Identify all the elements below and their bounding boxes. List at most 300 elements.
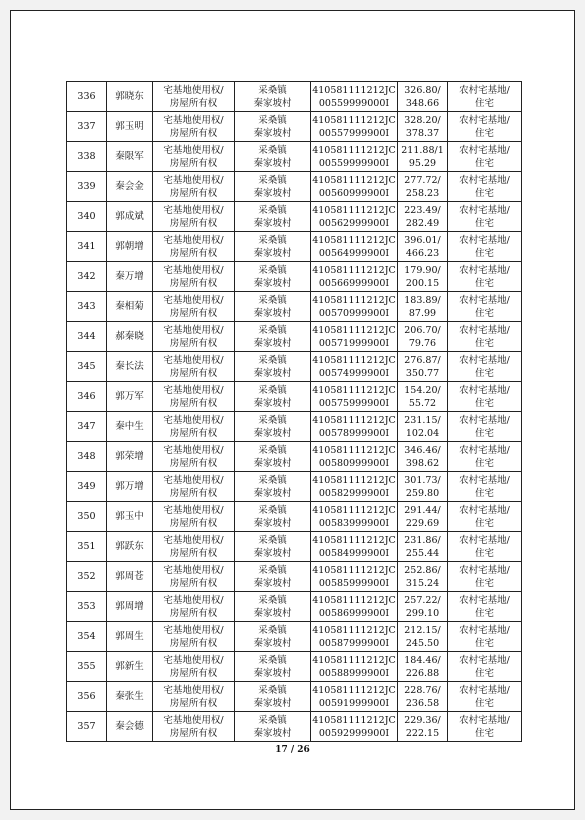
- right-type-line: 宅基地使用权/: [163, 534, 224, 546]
- table-row: [67, 352, 522, 382]
- land-use-line: 农村宅基地/: [459, 264, 510, 276]
- land-use-line: 住宅: [474, 157, 494, 169]
- location-line: 秦家坡村: [253, 517, 292, 529]
- right-type-cell: [153, 652, 235, 682]
- land-use-line: 农村宅基地/: [459, 384, 510, 396]
- right-type-cell: [153, 262, 235, 292]
- row-number-cell: 350: [67, 502, 107, 532]
- land-use-line: 住宅: [474, 517, 494, 529]
- right-type-cell: [153, 502, 235, 532]
- row-number-cell: 343: [67, 292, 107, 322]
- location-line: 采桑镇: [258, 624, 287, 636]
- table-row: [67, 322, 522, 352]
- right-type-line: 房屋所有权: [169, 427, 218, 439]
- area-cell: [398, 652, 448, 682]
- owner-name-cell: 秦相菊: [107, 292, 153, 322]
- land-use-line: 农村宅基地/: [459, 564, 510, 576]
- area-line: 206.70/: [404, 324, 441, 336]
- location-line: 秦家坡村: [253, 97, 292, 109]
- right-type-cell: [153, 172, 235, 202]
- land-use-cell: [448, 652, 522, 682]
- area-line: 282.49: [405, 217, 440, 229]
- right-type-line: 房屋所有权: [169, 697, 218, 709]
- location-cell: [235, 682, 311, 712]
- area-line: 258.23: [405, 187, 440, 199]
- location-cell: [235, 352, 311, 382]
- location-line: 秦家坡村: [253, 247, 292, 259]
- area-cell: [398, 262, 448, 292]
- parcel-code-line: 410581111212JC: [312, 444, 396, 456]
- right-type-line: 房屋所有权: [169, 517, 218, 529]
- parcel-code-line: 00566999900I: [318, 277, 390, 289]
- area-line: 79.76: [408, 337, 437, 349]
- owner-name-cell: 秦张生: [107, 682, 153, 712]
- location-line: 秦家坡村: [253, 217, 292, 229]
- right-type-line: 房屋所有权: [169, 247, 218, 259]
- parcel-code-line: 00583999900I: [318, 517, 390, 529]
- row-number-cell: 353: [67, 592, 107, 622]
- owner-name-cell: 郭玉明: [107, 112, 153, 142]
- land-use-line: 农村宅基地/: [459, 444, 510, 456]
- right-type-cell: [153, 142, 235, 172]
- land-use-cell: [448, 112, 522, 142]
- area-cell: [398, 232, 448, 262]
- parcel-code-line: 410581111212JC: [312, 204, 396, 216]
- area-line: 378.37: [405, 127, 440, 139]
- area-cell: [398, 442, 448, 472]
- land-use-line: 农村宅基地/: [459, 204, 510, 216]
- right-type-line: 宅基地使用权/: [163, 174, 224, 186]
- owner-name-cell: 秦会金: [107, 172, 153, 202]
- location-line: 采桑镇: [258, 444, 287, 456]
- location-line: 秦家坡村: [253, 727, 292, 739]
- parcel-code-cell: [311, 322, 398, 352]
- parcel-code-line: 410581111212JC: [312, 564, 396, 576]
- owner-name-cell: 秦中生: [107, 412, 153, 442]
- parcel-code-line: 410581111212JC: [312, 414, 396, 426]
- right-type-line: 房屋所有权: [169, 157, 218, 169]
- land-use-line: 住宅: [474, 367, 494, 379]
- location-cell: [235, 712, 311, 742]
- location-line: 采桑镇: [258, 684, 287, 696]
- land-use-line: 农村宅基地/: [459, 144, 510, 156]
- table-row: [67, 712, 522, 742]
- parcel-code-cell: [311, 502, 398, 532]
- location-line: 秦家坡村: [253, 607, 292, 619]
- land-use-line: 住宅: [474, 487, 494, 499]
- parcel-code-cell: [311, 82, 398, 112]
- right-type-line: 房屋所有权: [169, 397, 218, 409]
- row-number-cell: 346: [67, 382, 107, 412]
- row-number-cell: 352: [67, 562, 107, 592]
- parcel-code-cell: [311, 562, 398, 592]
- land-use-cell: [448, 622, 522, 652]
- location-line: 采桑镇: [258, 564, 287, 576]
- right-type-line: 宅基地使用权/: [163, 204, 224, 216]
- parcel-code-line: 410581111212JC: [312, 84, 396, 96]
- area-cell: [398, 592, 448, 622]
- row-number-cell: 336: [67, 82, 107, 112]
- parcel-code-line: 00592999900I: [318, 727, 390, 739]
- area-line: 315.24: [405, 577, 440, 589]
- land-use-line: 农村宅基地/: [459, 594, 510, 606]
- location-line: 采桑镇: [258, 594, 287, 606]
- location-line: 秦家坡村: [253, 157, 292, 169]
- parcel-code-line: 410581111212JC: [312, 114, 396, 126]
- location-cell: [235, 622, 311, 652]
- parcel-code-cell: [311, 622, 398, 652]
- area-line: 326.80/: [404, 84, 441, 96]
- parcel-code-line: 00559999000I: [318, 97, 390, 109]
- parcel-code-line: 00560999900I: [318, 187, 390, 199]
- table-row: [67, 202, 522, 232]
- right-type-cell: [153, 82, 235, 112]
- location-cell: [235, 532, 311, 562]
- location-line: 采桑镇: [258, 384, 287, 396]
- location-line: 秦家坡村: [253, 187, 292, 199]
- parcel-code-line: 410581111212JC: [312, 234, 396, 246]
- table-body: [67, 82, 522, 742]
- right-type-cell: [153, 442, 235, 472]
- land-use-line: 农村宅基地/: [459, 714, 510, 726]
- area-line: 299.10: [405, 607, 440, 619]
- right-type-line: 房屋所有权: [169, 487, 218, 499]
- right-type-cell: [153, 562, 235, 592]
- owner-name-cell: 郭周增: [107, 592, 153, 622]
- area-line: 245.50: [405, 637, 440, 649]
- table-row: [67, 112, 522, 142]
- parcel-code-cell: [311, 382, 398, 412]
- parcel-code-cell: [311, 112, 398, 142]
- area-line: 252.86/: [404, 564, 441, 576]
- area-line: 398.62: [405, 457, 440, 469]
- area-line: 183.89/: [404, 294, 441, 306]
- parcel-code-cell: [311, 262, 398, 292]
- land-use-line: 农村宅基地/: [459, 474, 510, 486]
- land-use-line: 住宅: [474, 187, 494, 199]
- location-cell: [235, 322, 311, 352]
- location-cell: [235, 172, 311, 202]
- area-line: 346.46/: [404, 444, 441, 456]
- owner-name-cell: 郝秦晓: [107, 322, 153, 352]
- right-type-line: 宅基地使用权/: [163, 654, 224, 666]
- right-type-line: 宅基地使用权/: [163, 84, 224, 96]
- location-line: 采桑镇: [258, 114, 287, 126]
- area-cell: [398, 622, 448, 652]
- parcel-code-line: 00585999900I: [318, 577, 390, 589]
- location-line: 采桑镇: [258, 174, 287, 186]
- location-cell: [235, 82, 311, 112]
- land-use-cell: [448, 532, 522, 562]
- land-use-line: 农村宅基地/: [459, 534, 510, 546]
- parcel-code-line: 00586999900I: [318, 607, 390, 619]
- right-type-line: 宅基地使用权/: [163, 384, 224, 396]
- owner-name-cell: 秦限军: [107, 142, 153, 172]
- area-line: 184.46/: [404, 654, 441, 666]
- location-line: 秦家坡村: [253, 367, 292, 379]
- right-type-cell: [153, 202, 235, 232]
- area-cell: [398, 142, 448, 172]
- land-use-cell: [448, 712, 522, 742]
- table-row: [67, 592, 522, 622]
- row-number-cell: 345: [67, 352, 107, 382]
- land-use-cell: [448, 382, 522, 412]
- parcel-code-line: 00571999900I: [318, 337, 390, 349]
- land-use-cell: [448, 82, 522, 112]
- right-type-cell: [153, 382, 235, 412]
- area-line: 328.20/: [404, 114, 441, 126]
- parcel-code-line: 00584999900I: [318, 547, 390, 559]
- location-line: 采桑镇: [258, 354, 287, 366]
- right-type-line: 房屋所有权: [169, 337, 218, 349]
- location-line: 秦家坡村: [253, 457, 292, 469]
- land-use-line: 农村宅基地/: [459, 504, 510, 516]
- right-type-line: 房屋所有权: [169, 277, 218, 289]
- parcel-code-line: 410581111212JC: [312, 594, 396, 606]
- right-type-line: 宅基地使用权/: [163, 354, 224, 366]
- land-use-line: 农村宅基地/: [459, 84, 510, 96]
- right-type-cell: [153, 532, 235, 562]
- area-line: 226.88: [405, 667, 440, 679]
- land-use-line: 住宅: [474, 727, 494, 739]
- parcel-code-line: 410581111212JC: [312, 624, 396, 636]
- land-use-line: 农村宅基地/: [459, 654, 510, 666]
- right-type-cell: [153, 712, 235, 742]
- area-line: 222.15: [405, 727, 440, 739]
- right-type-line: 宅基地使用权/: [163, 144, 224, 156]
- owner-name-cell: 秦长法: [107, 352, 153, 382]
- land-use-cell: [448, 352, 522, 382]
- location-line: 秦家坡村: [253, 667, 292, 679]
- row-number-cell: 341: [67, 232, 107, 262]
- land-use-line: 住宅: [474, 277, 494, 289]
- area-line: 348.66: [405, 97, 440, 109]
- land-use-line: 农村宅基地/: [459, 624, 510, 636]
- parcel-code-line: 00559999900I: [318, 157, 390, 169]
- land-use-line: 住宅: [474, 97, 494, 109]
- area-line: 236.58: [405, 697, 440, 709]
- table-row: [67, 562, 522, 592]
- parcel-code-line: 410581111212JC: [312, 684, 396, 696]
- area-line: 211.88/1: [401, 144, 444, 156]
- owner-name-cell: 郭周生: [107, 622, 153, 652]
- row-number-cell: 339: [67, 172, 107, 202]
- area-cell: [398, 292, 448, 322]
- table-row: [67, 472, 522, 502]
- right-type-line: 宅基地使用权/: [163, 444, 224, 456]
- right-type-line: 房屋所有权: [169, 187, 218, 199]
- location-cell: [235, 652, 311, 682]
- parcel-code-line: 410581111212JC: [312, 654, 396, 666]
- area-cell: [398, 382, 448, 412]
- right-type-cell: [153, 592, 235, 622]
- parcel-code-line: 00591999900I: [318, 697, 390, 709]
- area-line: 255.44: [405, 547, 440, 559]
- table-row: [67, 142, 522, 172]
- area-line: 229.36/: [404, 714, 441, 726]
- area-line: 231.86/: [404, 534, 441, 546]
- area-cell: [398, 202, 448, 232]
- right-type-line: 房屋所有权: [169, 127, 218, 139]
- parcel-code-cell: [311, 652, 398, 682]
- land-use-line: 住宅: [474, 217, 494, 229]
- row-number-cell: 349: [67, 472, 107, 502]
- parcel-code-cell: [311, 682, 398, 712]
- location-line: 秦家坡村: [253, 487, 292, 499]
- land-use-line: 农村宅基地/: [459, 324, 510, 336]
- parcel-code-cell: [311, 592, 398, 622]
- right-type-cell: [153, 622, 235, 652]
- right-type-line: 宅基地使用权/: [163, 624, 224, 636]
- right-type-cell: [153, 322, 235, 352]
- right-type-line: 宅基地使用权/: [163, 594, 224, 606]
- parcel-code-cell: [311, 532, 398, 562]
- parcel-code-line: 410581111212JC: [312, 504, 396, 516]
- parcel-code-line: 410581111212JC: [312, 264, 396, 276]
- right-type-line: 房屋所有权: [169, 457, 218, 469]
- owner-name-cell: 郭晓东: [107, 82, 153, 112]
- location-cell: [235, 502, 311, 532]
- area-line: 259.80: [405, 487, 440, 499]
- table-row: [67, 292, 522, 322]
- right-type-line: 房屋所有权: [169, 367, 218, 379]
- row-number-cell: 338: [67, 142, 107, 172]
- area-cell: [398, 562, 448, 592]
- parcel-code-cell: [311, 232, 398, 262]
- right-type-line: 房屋所有权: [169, 727, 218, 739]
- owner-name-cell: 郭万军: [107, 382, 153, 412]
- owner-name-cell: 郭朝增: [107, 232, 153, 262]
- parcel-code-line: 00570999900I: [318, 307, 390, 319]
- location-line: 采桑镇: [258, 474, 287, 486]
- parcel-code-line: 00587999900I: [318, 637, 390, 649]
- document-page: [10, 10, 575, 810]
- owner-name-cell: 郭成斌: [107, 202, 153, 232]
- location-line: 采桑镇: [258, 414, 287, 426]
- right-type-line: 宅基地使用权/: [163, 264, 224, 276]
- location-line: 采桑镇: [258, 324, 287, 336]
- owner-name-cell: 秦会德: [107, 712, 153, 742]
- parcel-code-line: 00578999900I: [318, 427, 390, 439]
- land-use-cell: [448, 172, 522, 202]
- area-line: 55.72: [408, 397, 437, 409]
- right-type-line: 房屋所有权: [169, 97, 218, 109]
- land-use-line: 农村宅基地/: [459, 114, 510, 126]
- parcel-code-cell: [311, 412, 398, 442]
- area-line: 257.22/: [404, 594, 441, 606]
- parcel-code-line: 410581111212JC: [312, 294, 396, 306]
- land-use-line: 住宅: [474, 697, 494, 709]
- parcel-code-cell: [311, 142, 398, 172]
- table-row: [67, 412, 522, 442]
- land-use-line: 农村宅基地/: [459, 234, 510, 246]
- table-row: [67, 262, 522, 292]
- location-cell: [235, 382, 311, 412]
- land-use-cell: [448, 262, 522, 292]
- location-line: 秦家坡村: [253, 337, 292, 349]
- land-use-line: 农村宅基地/: [459, 294, 510, 306]
- location-cell: [235, 472, 311, 502]
- row-number-cell: 354: [67, 622, 107, 652]
- parcel-code-cell: [311, 292, 398, 322]
- area-line: 212.15/: [404, 624, 441, 636]
- right-type-cell: [153, 472, 235, 502]
- parcel-code-line: 410581111212JC: [312, 534, 396, 546]
- location-line: 采桑镇: [258, 234, 287, 246]
- land-use-line: 住宅: [474, 607, 494, 619]
- owner-name-cell: 郭荣增: [107, 442, 153, 472]
- area-line: 200.15: [405, 277, 440, 289]
- location-line: 采桑镇: [258, 144, 287, 156]
- location-line: 采桑镇: [258, 84, 287, 96]
- right-type-line: 宅基地使用权/: [163, 564, 224, 576]
- location-cell: [235, 112, 311, 142]
- right-type-line: 宅基地使用权/: [163, 294, 224, 306]
- parcel-code-cell: [311, 472, 398, 502]
- table-row: [67, 532, 522, 562]
- location-line: 秦家坡村: [253, 127, 292, 139]
- area-line: 95.29: [408, 157, 437, 169]
- location-line: 采桑镇: [258, 204, 287, 216]
- land-use-cell: [448, 442, 522, 472]
- area-line: 350.77: [405, 367, 440, 379]
- land-use-cell: [448, 202, 522, 232]
- parcel-code-cell: [311, 202, 398, 232]
- land-use-cell: [448, 412, 522, 442]
- land-use-cell: [448, 592, 522, 622]
- land-use-line: 住宅: [474, 247, 494, 259]
- land-use-cell: [448, 142, 522, 172]
- land-use-line: 住宅: [474, 457, 494, 469]
- location-cell: [235, 442, 311, 472]
- location-line: 秦家坡村: [253, 697, 292, 709]
- area-line: 102.04: [405, 427, 440, 439]
- area-line: 231.15/: [404, 414, 441, 426]
- row-number-cell: 342: [67, 262, 107, 292]
- right-type-cell: [153, 112, 235, 142]
- right-type-line: 房屋所有权: [169, 547, 218, 559]
- location-cell: [235, 592, 311, 622]
- parcel-code-line: 00575999900I: [318, 397, 390, 409]
- location-line: 秦家坡村: [253, 307, 292, 319]
- parcel-code-line: 410581111212JC: [312, 384, 396, 396]
- area-cell: [398, 172, 448, 202]
- parcel-code-line: 00588999900I: [318, 667, 390, 679]
- location-line: 采桑镇: [258, 654, 287, 666]
- land-use-line: 住宅: [474, 667, 494, 679]
- table-row: [67, 622, 522, 652]
- parcel-code-line: 410581111212JC: [312, 174, 396, 186]
- location-line: 采桑镇: [258, 294, 287, 306]
- right-type-line: 宅基地使用权/: [163, 324, 224, 336]
- parcel-code-cell: [311, 172, 398, 202]
- table-row: [67, 442, 522, 472]
- area-line: 87.99: [408, 307, 437, 319]
- row-number-cell: 340: [67, 202, 107, 232]
- location-line: 秦家坡村: [253, 277, 292, 289]
- area-line: 228.76/: [404, 684, 441, 696]
- right-type-line: 宅基地使用权/: [163, 684, 224, 696]
- right-type-cell: [153, 412, 235, 442]
- owner-name-cell: 郭万增: [107, 472, 153, 502]
- row-number-cell: 347: [67, 412, 107, 442]
- area-cell: [398, 682, 448, 712]
- table-row: [67, 382, 522, 412]
- right-type-line: 房屋所有权: [169, 607, 218, 619]
- land-use-cell: [448, 322, 522, 352]
- land-use-line: 住宅: [474, 577, 494, 589]
- location-cell: [235, 292, 311, 322]
